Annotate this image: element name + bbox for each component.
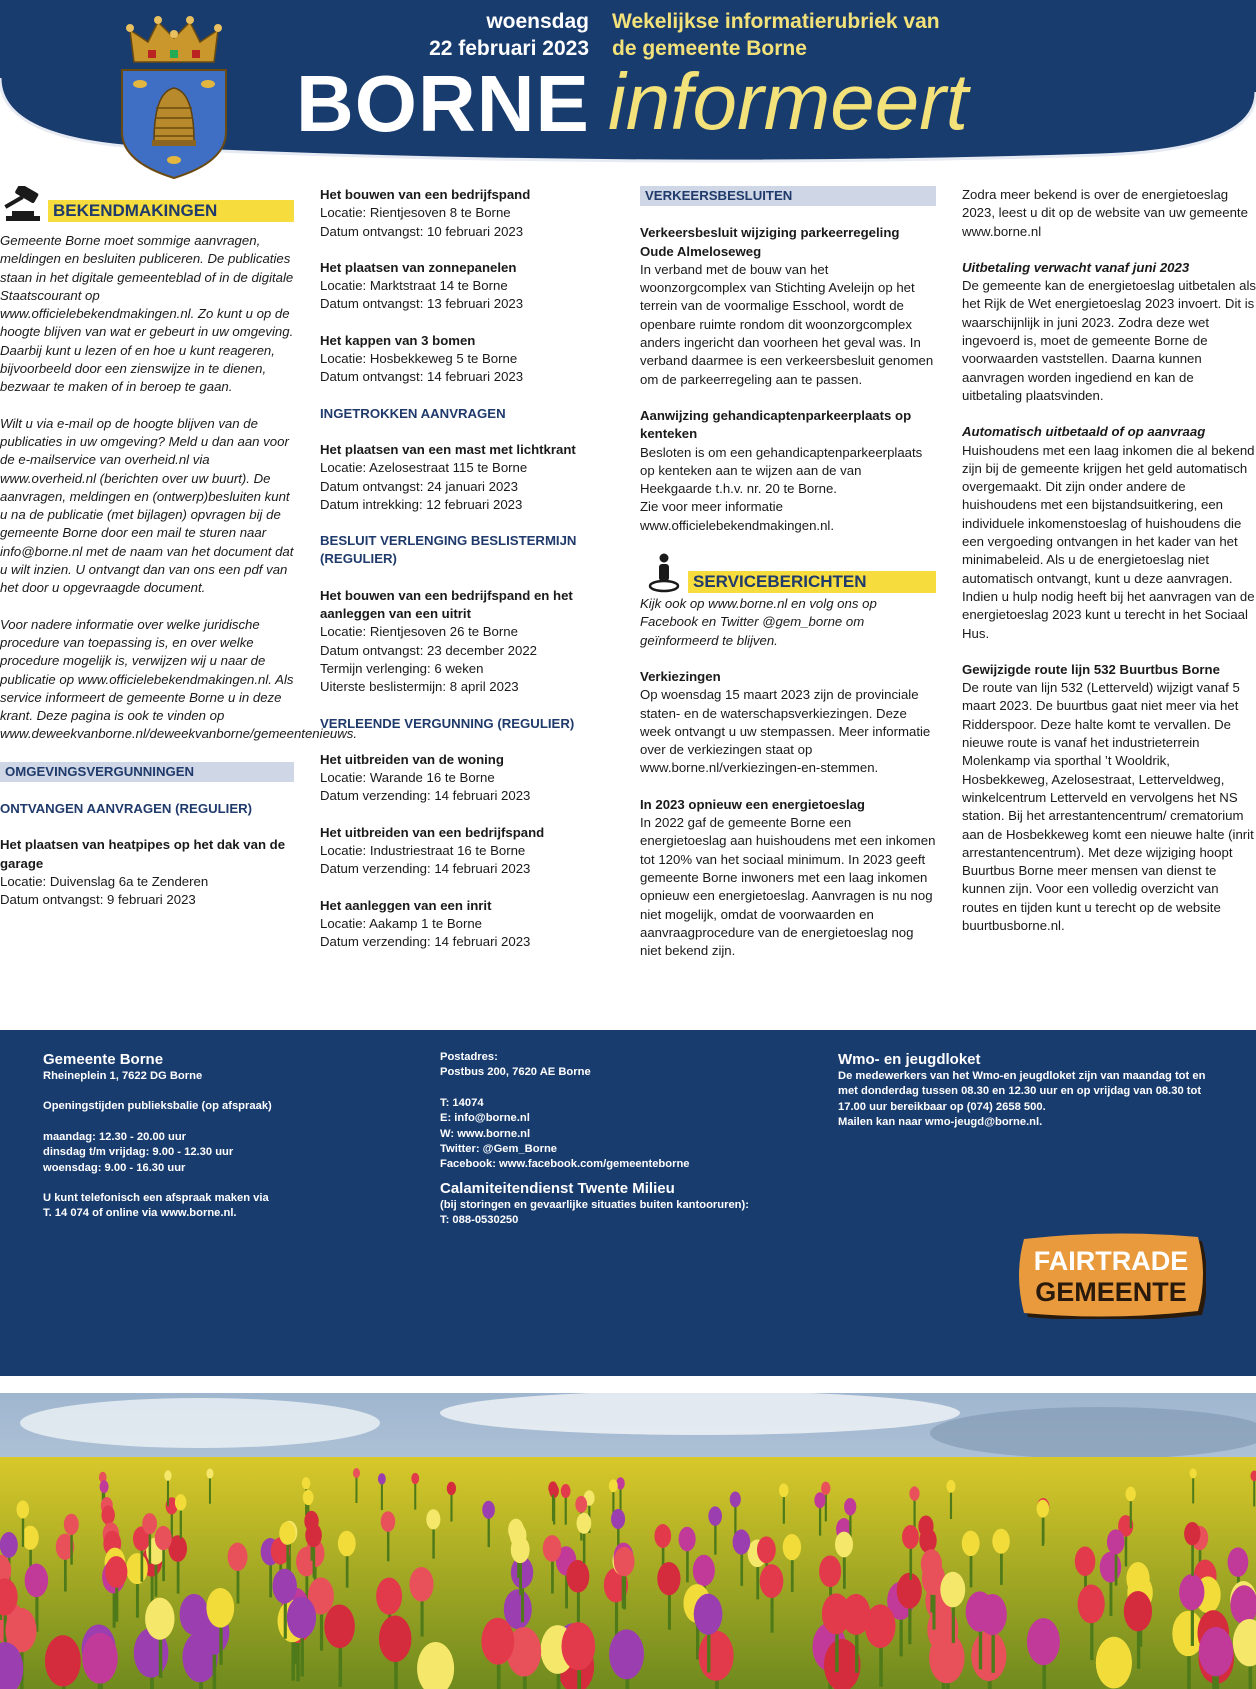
notice-date: Datum verzending: 14 februari 2023 <box>320 934 531 950</box>
notice-item <box>320 259 620 314</box>
notice-date: Datum ontvangst: 23 december 2022 <box>320 642 537 658</box>
footer-wmo-title: Wmo- en jeugdloket <box>838 1051 981 1068</box>
notice-item <box>320 824 620 879</box>
notice-item <box>320 186 620 241</box>
tulip-head <box>145 1598 174 1640</box>
tulip-head <box>273 1569 297 1604</box>
tulip-head <box>155 1526 172 1550</box>
notice-location: Locatie: Warande 16 te Borne <box>320 770 495 786</box>
article-body: Zodra meer bekend is over de energietoeslag 2023, leest u dit op de website van uw gemeente www.borne.nl <box>962 187 1248 239</box>
footer-tel: T: 14074 <box>440 1096 484 1109</box>
footer-hours: maandag: 12.30 - 20.00 uur <box>43 1130 187 1143</box>
section-title: SERVICEBERICHTEN <box>688 571 936 593</box>
tulip-head <box>1179 1574 1204 1610</box>
article <box>640 224 936 389</box>
article-subheading: Uitbetaling verwacht vanaf juni 2023 <box>962 259 1190 275</box>
tulip-head <box>1078 1584 1105 1623</box>
tulip-head <box>376 1578 402 1615</box>
tulip-head <box>575 1496 587 1513</box>
tulip-head <box>824 1639 861 1689</box>
intro-paragraph: Voor nadere informatie over welke juridische procedure van toepassing is, en over welke procedure mogelijk is, verwijzen wij u naar de publicatie op www.officielebekendmakingen.nl. Als service informeert de gemeente Borne u in deze krant. Deze pagina is ook te vinden op www.deweekvanborne.nl/deweekvanborne/gemeentenieuws. <box>0 616 358 742</box>
article-subheading: Automatisch uitbetaald of op aanvraag <box>962 424 1206 440</box>
article-more: Zie voor meer informatie www.officielebekendmakingen.nl. <box>640 499 835 533</box>
article <box>962 661 1256 935</box>
tulip-head <box>821 1482 830 1495</box>
footer-web: W: www.borne.nl <box>440 1127 531 1140</box>
crest-icon <box>118 12 230 182</box>
tulip-head <box>381 1511 395 1532</box>
intro-paragraph: Wilt u via e-mail op de hoogte blijven van de publicaties in uw omgeving? Meld u dan aan voor de e-mailservice van overheid.nl via www.overheid.nl (berichten over uw buurt). De aanvragen, meldingen en (ontwerp)besluiten kunt u na de publicatie (met bijlagen) opvragen bij de gemeente Borne door een mail te sturen naar info@borne.nl met de naam van het document dat u wilt inzien. U ontvangt dan van ons een pdf van het door u opgevraagde document. <box>0 415 294 596</box>
tulip-head <box>657 1562 680 1595</box>
tulip-head <box>730 1491 741 1507</box>
tulip-head <box>733 1529 751 1554</box>
notice-title: Het kappen van 3 bomen <box>320 332 476 348</box>
column-3 <box>640 186 936 978</box>
section-verkeersbesluiten: VERKEERSBESLUITEN <box>640 186 936 206</box>
tulip-head <box>1075 1547 1096 1576</box>
contact-footer <box>0 1030 1256 1376</box>
masthead-tagline <box>612 8 940 62</box>
notice-item <box>320 897 620 952</box>
article-title: Aanwijzing gehandicaptenparkeerplaats op kenteken <box>640 407 912 442</box>
tulip-head <box>64 1514 79 1535</box>
tulip-head <box>353 1468 360 1478</box>
tulip-head <box>45 1635 81 1686</box>
issue-day: woensdag <box>486 10 589 33</box>
tulip-head <box>287 1597 316 1639</box>
tulip-head <box>929 1633 964 1684</box>
subheading-verlenging: BESLUIT VERLENGING BESLISTERMIJN (REGULIER) <box>320 533 577 567</box>
tulip-head <box>101 1505 114 1524</box>
subheading-ingetrokken: INGETROKKEN AANVRAGEN <box>320 405 506 421</box>
tulip-head <box>835 1532 853 1558</box>
article-body: Huishoudens met een laag inkomen die al bekend zijn bij de gemeente krijgen het geld automatisch overgemaakt. Dit zijn onder andere de huishoudens met een bijstandsuitkering, een individuele inkomenstoeslag of huishoudens die een vergoeding ontvangen in het kader van het minimabeleid. Als u de energietoeslag niet automatisch ontvangt, kunt u deze aanvragen. Indien u hulp nodig heeft bij het aanvragen van de energietoeslag 2023 kunt u terecht in het Sociaal Hus. <box>962 442 1255 641</box>
tulip-head <box>105 1556 127 1588</box>
tulip-head <box>0 1532 18 1558</box>
notice-location: Locatie: Hosbekkeweg 5 te Borne <box>320 351 518 367</box>
article <box>640 407 936 535</box>
tulip-head <box>25 1564 49 1598</box>
tulip-head <box>338 1531 356 1557</box>
notice-title: Het plaatsen van heatpipes op het dak van de garage <box>0 837 286 871</box>
column-4 <box>962 186 1256 953</box>
tulip-head <box>760 1564 784 1598</box>
notice-date: Datum verzending: 14 februari 2023 <box>320 788 531 804</box>
article-body: In 2022 gaf de gemeente Borne een energietoeslag aan huishoudens met een inkomen tot 120% van het sociaal minimum. In 2023 geeft gemeente Borne inwoners met een laag inkomen opnieuw een energietoeslag. Aanvragen is nu nog niet mogelijk, omdat de voorwaarden en aanvraagprocedure van de energietoeslag nog niet bekend zijn. <box>640 815 936 959</box>
article-title: Verkeersbesluit wijziging parkeerregeling Oude Almeloseweg <box>640 225 900 259</box>
footer-post-address: Postbus 200, 7620 AE Borne <box>440 1066 591 1079</box>
footer-calamity-tel: T: 088-0530250 <box>440 1214 519 1227</box>
tulip-head <box>482 1501 495 1519</box>
footer-facebook: Facebook: www.facebook.com/gemeenteborne <box>440 1158 690 1171</box>
article-title: In 2023 opnieuw een energietoeslag <box>640 796 865 812</box>
article <box>640 668 936 778</box>
notice-date: Datum ontvangst: 10 februari 2023 <box>320 223 524 239</box>
footer-email: E: info@borne.nl <box>440 1112 530 1125</box>
tulip-head <box>783 1534 801 1560</box>
fairtrade-line-1: FAIRTRADE <box>1033 1246 1189 1276</box>
column-2 <box>320 186 620 970</box>
tulip-head <box>966 1591 994 1631</box>
tulip-head <box>654 1524 671 1548</box>
tulip-head <box>919 1528 936 1553</box>
notice-location: Locatie: Aakamp 1 te Borne <box>320 915 483 931</box>
tulip-head <box>614 1547 635 1576</box>
notice-title: Het bouwen van een bedrijfspand en het aanleggen van een uitrit <box>320 587 573 622</box>
tulip-head <box>611 1509 625 1529</box>
tulip-head <box>175 1494 187 1510</box>
article-title: Gewijzigde route lijn 532 Buurtbus Borne <box>962 661 1220 677</box>
subheading-ontvangen: ONTVANGEN AANVRAGEN (REGULIER) <box>0 801 253 817</box>
notice-item <box>0 836 294 909</box>
fairtrade-badge <box>1016 1231 1206 1319</box>
person-pin-icon <box>640 553 688 593</box>
notice-title: Het uitbreiden van een bedrijfspand <box>320 824 545 840</box>
notice-title: Het aanleggen van een inrit <box>320 897 492 913</box>
tulip-head <box>814 1492 825 1508</box>
tulip-head <box>142 1513 157 1534</box>
tulip-head <box>779 1483 789 1497</box>
notice-date: Datum ontvangst: 14 februari 2023 <box>320 369 524 385</box>
article-body: De route van lijn 532 (Letterveld) wijzigt vanaf 5 maart 2023. De buurtbus gaat niet meer via het Ridderspoor. Deze halte komt te vervallen. De nieuwe route is vanaf het industrieterrein Molenkamp via sporthal ’t Wooldrik, Hosbekkeweg, Azelosestraat, Letterveldweg, winkelcentrum Letterveld en vervolgens het NS station. Bij het arrestantencentrum/ crematorium aan de Hosbekkeweg komt een nieuwe halte (inrit arrestantencentrum). Met deze wijziging hoopt Buurtbus Borne meer mensen van dienst te kunnen zijn. Voor een volledig overzicht van routes en tijden kunt u terecht op de website buurtbusborne.nl. <box>962 680 1254 933</box>
gavel-icon <box>0 186 48 222</box>
notice-date: Datum ontvangst: 13 februari 2023 <box>320 296 524 312</box>
tulip-head <box>693 1555 715 1586</box>
tulip-head <box>17 1501 30 1519</box>
tulip-head <box>481 1618 514 1665</box>
tulip-head <box>757 1536 776 1563</box>
footer-calamity-title: Calamiteitendienst Twente Milieu <box>440 1179 675 1197</box>
section-serviceberichten <box>640 553 936 593</box>
footer-wmo-text: De medewerkers van het Wmo-en jeugdloket zijn van maandag tot en <box>838 1070 1206 1082</box>
tulip-head <box>447 1482 456 1495</box>
tulip-head <box>561 1622 595 1670</box>
footer-contact <box>43 1050 272 1222</box>
tulip-head <box>694 1594 723 1635</box>
tulip-head <box>679 1527 696 1552</box>
footer-wmo <box>838 1050 1205 1131</box>
tulip-head <box>971 1631 1006 1681</box>
tulip-head <box>100 1480 109 1493</box>
tulip-head <box>865 1604 896 1648</box>
tulip-head <box>302 1477 311 1489</box>
article <box>962 259 1256 405</box>
footer-wmo-text: met donderdag tussen 08.30 en 12.30 uur en op vrijdag van 08.30 tot <box>838 1085 1202 1098</box>
tulip-head <box>379 1616 412 1662</box>
tulip-head <box>279 1522 295 1545</box>
article <box>962 423 1256 643</box>
tulip-head <box>577 1513 592 1534</box>
notice-date: Datum verzending: 14 februari 2023 <box>320 861 531 877</box>
footer-appointment: U kunt telefonisch een afspraak maken via <box>43 1192 269 1205</box>
article-body: In verband met de bouw van het woonzorgcomplex van Stichting Aveleijn op het terrein van de voormalige Esschool, wordt de openbare ruimte rondom dit woonzorgcomplex anders ingericht dan voorheen het geval was. In verband daarmee is een verkeersbesluit genomen om de parkeerregeling aan te passen. <box>640 261 934 387</box>
notice-location: Locatie: Marktstraat 14 te Borne <box>320 278 508 294</box>
tulip-head <box>324 1604 355 1648</box>
tulip-head <box>1124 1591 1152 1631</box>
notice-date: Datum intrekking: 12 februari 2023 <box>320 496 523 512</box>
section-omgevingsvergunningen: OMGEVINGSVERGUNNINGEN <box>0 762 294 782</box>
tulip-head <box>548 1481 557 1494</box>
footer-wmo-text: Mailen kan naar wmo-jeugd@borne.nl. <box>838 1116 1043 1129</box>
section-title: BEKENDMAKINGEN <box>48 200 294 222</box>
footer-hours: dinsdag t/m vrijdag: 9.00 - 12.30 uur <box>43 1146 234 1159</box>
tulip-head <box>1107 1529 1125 1554</box>
tulip-head <box>82 1633 118 1684</box>
tulip-head <box>819 1555 841 1587</box>
tulip-head <box>206 1469 213 1479</box>
footer-hours: woensdag: 9.00 - 16.30 uur <box>43 1161 186 1174</box>
notice-location: Locatie: Rientjesoven 26 te Borne <box>320 624 518 640</box>
tulip-head <box>22 1526 39 1550</box>
notice-date: Datum ontvangst: 9 februari 2023 <box>0 892 196 908</box>
title-borne: BORNE <box>296 59 590 148</box>
section-bekendmakingen <box>0 186 294 222</box>
notice-item <box>320 751 620 806</box>
notice-item <box>320 587 620 697</box>
notice-location: Locatie: Duivenslag 6a te Zenderen <box>0 873 209 889</box>
notice-item <box>320 332 620 387</box>
tulip-head <box>992 1529 1010 1554</box>
tulip-head <box>1126 1487 1136 1502</box>
fairtrade-line-2: GEMEENTE <box>1035 1277 1187 1307</box>
tulip-head <box>543 1535 562 1562</box>
tulip-head <box>609 1479 618 1492</box>
article-title: Verkiezingen <box>640 668 721 684</box>
footer-post <box>440 1050 749 1229</box>
tulip-head <box>164 1470 171 1481</box>
tulip-head <box>426 1509 440 1529</box>
notice-location: Locatie: Azelosestraat 115 te Borne <box>320 460 528 476</box>
subheading-verleend: VERLEENDE VERGUNNING (REGULIER) <box>320 715 575 731</box>
intro-paragraph: Gemeente Borne moet sommige aanvragen, meldingen en besluiten publiceren. De publicaties staan in het digitale gemeenteblad of in de digitale Staatscourant op www.officielebekendmakingen.nl. Zo kunt u op de hoogte blijven van wat er gebeurt in uw omgeving. Daarbij kunt u lezen of en hoe u kunt reageren, bijvoorbeeld door een zienswijze in te dienen, bezwaar te maken of in beroep te gaan. <box>0 233 294 395</box>
tulip-head <box>909 1486 919 1501</box>
footer-hours-title: Openingstijden publieksbalie (op afspraak) <box>43 1100 272 1113</box>
notice-title: Het plaatsen van een mast met lichtkrant <box>320 441 576 457</box>
tulip-head <box>897 1573 922 1609</box>
tulip-head <box>609 1629 644 1679</box>
footer-appointment: T. 14 074 of online via www.borne.nl. <box>43 1207 237 1220</box>
tulip-head <box>303 1490 314 1505</box>
tulip-head <box>206 1588 234 1628</box>
footer-address: Rheineplein 1, 7622 DG Borne <box>43 1070 203 1082</box>
tulip-head <box>1228 1547 1249 1577</box>
article-body: Op woensdag 15 maart 2023 zijn de provinciale staten- en de waterschapsverkiezingen. Deze week ontvangt u uw stempassen. Meer informatie over de verkiezingen staat op www.borne.nl/verkiezingen-en-stemmen. <box>640 687 931 776</box>
tulip-head <box>305 1523 322 1547</box>
notice-location: Locatie: Rientjesoven 8 te Borne <box>320 205 511 221</box>
tulip-head <box>844 1498 856 1515</box>
footer-org: Gemeente Borne <box>43 1051 164 1068</box>
notice-title: Het uitbreiden van de woning <box>320 751 504 767</box>
tulip-head <box>1037 1500 1049 1518</box>
tulip-head <box>708 1506 722 1525</box>
tulip-head <box>1027 1618 1060 1665</box>
tulip-head <box>822 1593 851 1634</box>
tulip-head <box>411 1473 419 1484</box>
footer-calamity-sub: (bij storingen en gevaarlijke situaties buiten kantooruren): <box>440 1198 749 1211</box>
tulip-head <box>561 1484 571 1498</box>
article-body: Besloten is om een gehandicaptenparkeerplaats op kenteken aan te wijzen aan de van Heekgaarde t.h.v. nr. 20 te Borne. <box>640 444 923 497</box>
notice-location: Locatie: Industriestraat 16 te Borne <box>320 843 526 859</box>
article-body: De gemeente kan de energietoeslag uitbetalen als het Rijk de Wet energietoeslag 2023 invoert. Dit is waarschijnlijk in juni 2023. Zodra deze wet ingevoerd is, moet de gemeente Borne de voorwaarden vaststellen. Daarna kunnen aanvragen worden ingediend en kan de uitbetaling plaatsvinden. <box>962 278 1256 403</box>
tulip-head <box>566 1560 589 1593</box>
tulip-head <box>126 1553 148 1584</box>
tulip-head <box>1100 1552 1121 1583</box>
tulip-head <box>511 1536 530 1563</box>
tulip-head <box>1184 1522 1200 1545</box>
footer-twitter: Twitter: @Gem_Borne <box>440 1143 557 1156</box>
title-informeert: informeert <box>608 57 969 146</box>
tulip-head <box>409 1567 433 1601</box>
tulip-head <box>1190 1468 1197 1478</box>
issue-date-text: 22 februari 2023 <box>429 37 589 60</box>
tulip-head <box>699 1631 734 1681</box>
tulip-head <box>228 1543 248 1571</box>
tulip-head <box>962 1531 980 1556</box>
tagline-line-2: de gemeente Borne <box>612 37 807 60</box>
notice-date: Datum ontvangst: 24 januari 2023 <box>320 478 518 494</box>
footer-wmo-text: 17.00 uur bereikbaar op (074) 2658 500. <box>838 1100 1046 1113</box>
issue-date <box>429 8 589 62</box>
tulip-field-photo <box>0 1393 1256 1689</box>
notice-title: Het plaatsen van zonnepanelen <box>320 259 517 275</box>
article <box>640 796 936 961</box>
notice-term: Termijn verlenging: 6 weken <box>320 660 484 676</box>
tagline-line-1: Wekelijkse informatierubriek van <box>612 10 940 33</box>
footer-post-title: Postadres: <box>440 1051 498 1063</box>
masthead <box>0 0 1256 165</box>
notice-deadline: Uiterste beslistermijn: 8 april 2023 <box>320 679 519 695</box>
tulip-head <box>902 1525 919 1549</box>
tulip-head <box>940 1572 965 1608</box>
notice-item <box>320 441 620 514</box>
service-intro: Kijk ook op www.borne.nl en volg ons op Facebook en Twitter @gem_borne om geïnformeerd te blijven. <box>640 596 877 648</box>
tulip-head <box>378 1473 386 1484</box>
tulip-head <box>1096 1637 1132 1689</box>
column-1 <box>0 186 358 928</box>
notice-title: Het bouwen van een bedrijfspand <box>320 187 531 202</box>
tulip-head <box>1199 1627 1234 1676</box>
intro-text <box>0 232 358 744</box>
tulip-head <box>946 1480 955 1493</box>
